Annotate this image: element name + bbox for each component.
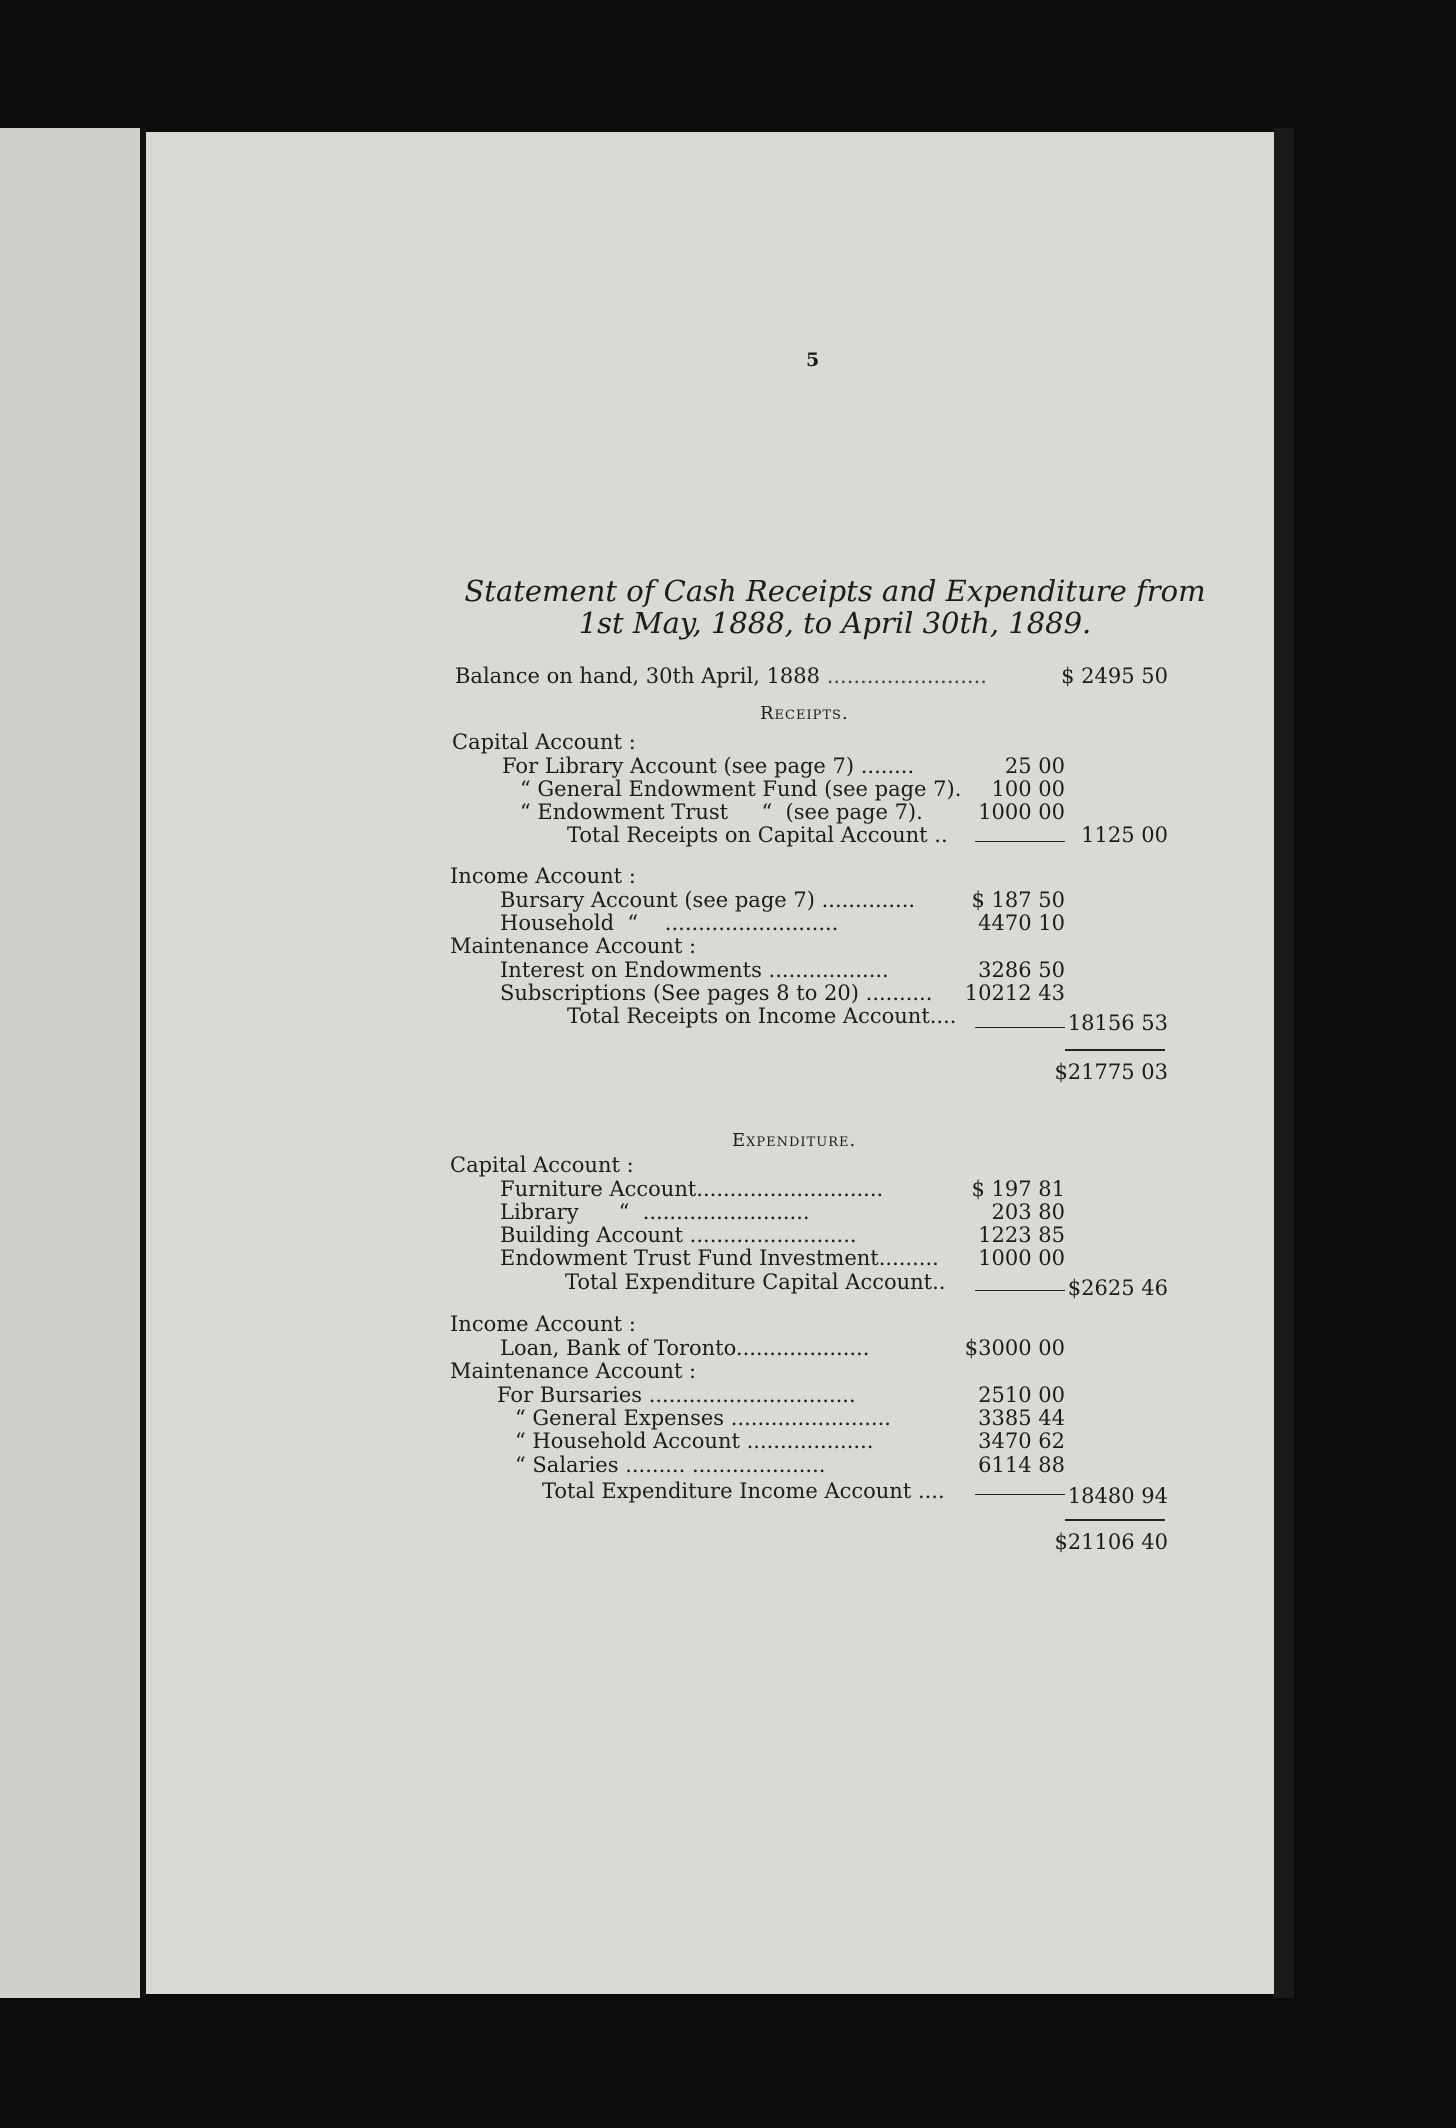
expenditure-capital-amount: 1000 00: [978, 1246, 1065, 1270]
rule: [1065, 1049, 1165, 1051]
expenditure-capital-item: Furniture Account............................: [500, 1177, 884, 1201]
receipts-capital-total: 1125 00: [1081, 823, 1168, 847]
expenditure-capital-amount: 1223 85: [978, 1223, 1065, 1247]
page-number: 5: [806, 349, 820, 371]
expenditure-capital-item: Endowment Trust Fund Investment.........: [500, 1246, 939, 1270]
expenditure-capital-total-label: Total Expenditure Capital Account..: [565, 1270, 946, 1294]
right-page-edge: [1274, 128, 1294, 1998]
expenditure-maintenance-amount: 3470 62: [978, 1429, 1065, 1453]
receipts-income-heading: Income Account :: [450, 864, 636, 888]
receipts-heading: Receipts.: [760, 703, 849, 724]
expenditure-income-amount: $3000 00: [964, 1336, 1065, 1360]
expenditure-maintenance-amount: 6114 88: [978, 1453, 1065, 1477]
expenditure-maintenance-item: For Bursaries ...............................: [497, 1383, 856, 1407]
receipt-capital-amount: 1000 00: [978, 800, 1065, 824]
receipt-capital-item: “ General Endowment Fund (see page 7).: [520, 777, 962, 801]
expenditure-income-total: 18480 94: [1067, 1484, 1168, 1508]
receipts-capital-heading: Capital Account :: [452, 730, 636, 754]
receipt-capital-amount: 25 00: [1004, 754, 1065, 778]
expenditure-maintenance-amount: 3385 44: [978, 1406, 1065, 1430]
receipt-maintenance-amount: 10212 43: [964, 981, 1065, 1005]
expenditure-capital-item: Library “ .........................: [500, 1200, 810, 1224]
rule: [975, 841, 1065, 842]
receipt-income-amount: 4470 10: [978, 911, 1065, 935]
receipt-capital-item: “ Endowment Trust “ (see page 7).: [520, 800, 923, 824]
receipts-income-total-label: Total Receipts on Income Account....: [567, 1004, 957, 1028]
expenditure-income-heading: Income Account :: [450, 1312, 636, 1336]
receipt-capital-item: For Library Account (see page 7) ........: [502, 754, 915, 778]
expenditure-grand-total: $21106 40: [1054, 1530, 1168, 1554]
expenditure-capital-heading: Capital Account :: [450, 1153, 634, 1177]
expenditure-maintenance-item: “ General Expenses ........................: [515, 1406, 891, 1430]
rule: [1065, 1519, 1165, 1521]
expenditure-maintenance-amount: 2510 00: [978, 1383, 1065, 1407]
expenditure-income-item: Loan, Bank of Toronto....................: [500, 1336, 870, 1360]
expenditure-maintenance-item: “ Salaries ......... ....................: [515, 1453, 826, 1477]
expenditure-capital-total: $2625 46: [1067, 1276, 1168, 1300]
receipts-capital-total-label: Total Receipts on Capital Account ..: [567, 823, 948, 847]
balance-amount: $ 2495 50: [1061, 664, 1168, 688]
receipt-income-item: Bursary Account (see page 7) ..............: [500, 888, 916, 912]
receipt-capital-amount: 100 00: [991, 777, 1065, 801]
expenditure-capital-item: Building Account .........................: [500, 1223, 857, 1247]
receipts-income-total: 18156 53: [1067, 1011, 1168, 1035]
receipts-maintenance-heading: Maintenance Account :: [450, 934, 697, 958]
balance-label: Balance on hand, 30th April, 1888 ........................: [455, 664, 987, 688]
expenditure-capital-amount: $ 197 81: [971, 1177, 1065, 1201]
left-page-edge: [0, 128, 140, 1998]
receipts-grand-total: $21775 03: [1054, 1060, 1168, 1084]
receipt-maintenance-amount: 3286 50: [978, 958, 1065, 982]
receipt-maintenance-item: Subscriptions (See pages 8 to 20) ..........: [500, 981, 933, 1005]
expenditure-maintenance-heading: Maintenance Account :: [450, 1359, 697, 1383]
receipt-income-amount: $ 187 50: [971, 888, 1065, 912]
receipt-income-item: Household “ ..........................: [500, 911, 839, 935]
expenditure-heading: Expenditure.: [732, 1130, 857, 1151]
statement-title-line-2: 1st May, 1888, to April 30th, 1889.: [578, 606, 1092, 640]
receipt-maintenance-item: Interest on Endowments ..................: [500, 958, 889, 982]
rule: [975, 1027, 1065, 1028]
expenditure-income-total-label: Total Expenditure Income Account ....: [542, 1479, 945, 1503]
expenditure-maintenance-item: “ Household Account ...................: [515, 1429, 874, 1453]
expenditure-capital-amount: 203 80: [991, 1200, 1065, 1224]
statement-title-line-1: Statement of Cash Receipts and Expenditure from: [464, 574, 1206, 608]
